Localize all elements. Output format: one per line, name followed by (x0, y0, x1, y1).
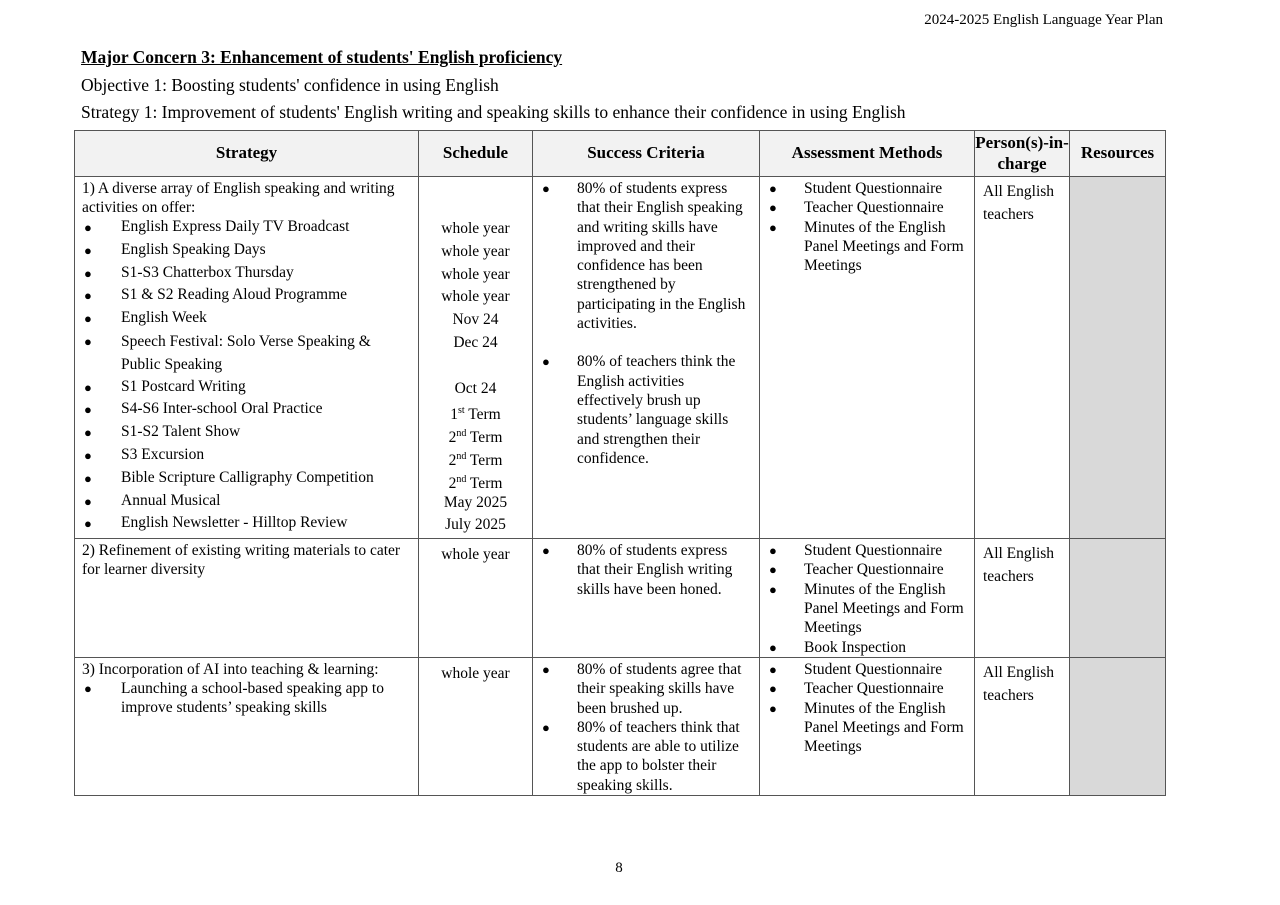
activity-item: Launching a school-based speaking app to improve students’ speaking skills (121, 679, 384, 716)
activity-item: S3 Excursion (121, 445, 205, 463)
bullet-icon: ● (769, 700, 777, 716)
schedule-cell (419, 177, 533, 539)
table-row (75, 539, 1166, 658)
column-header-assessment-methods: Assessment Methods (760, 131, 975, 177)
activity-item: English Week (121, 309, 207, 327)
schedule-item: 2nd Term (448, 473, 503, 492)
schedule-item: July 2025 (445, 516, 506, 534)
activity-item: S1-S2 Talent Show (121, 423, 241, 441)
strategy-lead: 2) Refinement of existing writing materials to cater for learner diversity (82, 542, 401, 579)
bullet-icon: ● (84, 680, 92, 696)
success-criterion: 80% of students express that their English writing skills have been honed. (577, 542, 733, 598)
assessment-method: Minutes of the English Panel Meetings and Form Meetings (804, 218, 964, 275)
table-row (75, 177, 1166, 539)
strategy-cell (75, 657, 419, 795)
schedule-cell (419, 657, 533, 795)
column-header-resources: Resources (1070, 131, 1166, 177)
resources-cell (1070, 539, 1166, 658)
activity-item: S1 & S2 Reading Aloud Programme (121, 286, 348, 304)
bullet-icon: ● (769, 681, 777, 697)
strategy-cell (75, 539, 419, 658)
activity-item: S4-S6 Inter-school Oral Practice (121, 400, 323, 418)
bullet-icon: ● (84, 425, 92, 441)
persons-in-charge: All English teachers (983, 663, 1055, 704)
column-header-strategy: Strategy (75, 131, 419, 177)
column-header-success-criteria: Success Criteria (533, 131, 760, 177)
success-criteria-cell (533, 657, 760, 795)
persons-in-charge-cell (975, 177, 1070, 539)
success-criteria-cell (533, 539, 760, 658)
activity-item: English Speaking Days (121, 240, 266, 258)
schedule-item: Dec 24 (453, 333, 498, 351)
bullet-icon: ● (84, 493, 92, 509)
success-criterion: 80% of teachers think the English activities effectively brush up students’ language skills and strengthen their confidence. (577, 353, 736, 467)
assessment-method: Teacher Questionnaire (804, 680, 944, 698)
bullet-icon: ● (84, 470, 92, 486)
assessment-method: Student Questionnaire (804, 660, 943, 678)
bullet-icon: ● (542, 354, 550, 370)
persons-in-charge: All English teachers (983, 183, 1055, 223)
bullet-icon: ● (769, 581, 777, 597)
assessment-methods-cell (760, 177, 975, 539)
schedule-item: whole year (441, 265, 510, 283)
schedule-item: whole year (441, 546, 510, 564)
bullet-icon: ● (84, 379, 92, 395)
strategy-lead: 3) Incorporation of AI into teaching & learning: (82, 660, 379, 678)
table-header-row (75, 131, 1166, 177)
bullet-icon: ● (84, 265, 92, 281)
persons-in-charge: All English teachers (983, 545, 1055, 586)
strategy-cell (75, 177, 419, 539)
bullet-icon: ● (769, 639, 777, 655)
activity-item: S1-S3 Chatterbox Thursday (121, 263, 294, 281)
bullet-icon: ● (84, 447, 92, 463)
persons-in-charge-cell (975, 657, 1070, 795)
resources-cell (1070, 657, 1166, 795)
bullet-icon: ● (84, 516, 92, 532)
major-concern-heading: Major Concern 3: Enhancement of students' English proficiency (81, 47, 563, 67)
schedule-item: 2nd Term (448, 428, 503, 447)
schedule-item: whole year (441, 220, 510, 237)
assessment-method: Teacher Questionnaire (804, 561, 944, 579)
assessment-method: Student Questionnaire (804, 180, 943, 197)
bullet-icon: ● (542, 543, 550, 559)
bullet-icon: ● (769, 181, 777, 196)
assessment-method: Book Inspection (804, 638, 907, 656)
bullet-icon: ● (769, 661, 777, 677)
schedule-item: 2nd Term (448, 450, 503, 470)
bullet-icon: ● (84, 402, 92, 418)
bullet-icon: ● (769, 219, 777, 235)
schedule-item: whole year (441, 288, 510, 306)
bullet-icon: ● (542, 719, 550, 735)
assessment-method: Minutes of the English Panel Meetings and Form Meetings (804, 699, 964, 756)
assessment-method: Student Questionnaire (804, 542, 943, 560)
activity-item: English Newsletter - Hilltop Review (121, 514, 348, 532)
schedule-item: whole year (441, 242, 510, 260)
assessment-methods-cell (760, 539, 975, 658)
bullet-icon: ● (84, 220, 92, 235)
strategy-lead: 1) A diverse array of English speaking and writing activities on offer: (82, 180, 395, 216)
table-row (75, 657, 1166, 795)
success-criterion: 80% of students express that their English speaking and writing skills have improved and their confidence has been strengthened by participating in the English activities. (577, 180, 746, 333)
success-criterion: 80% of teachers think that students are able to utilize the app to bolster their speaking skills. (577, 718, 740, 794)
activity-item: Bible Scripture Calligraphy Competition (121, 468, 374, 486)
schedule-item: Nov 24 (452, 311, 499, 329)
objective-heading: Objective 1: Boosting students' confidence in using English (81, 75, 499, 95)
bullet-icon: ● (769, 562, 777, 578)
resources-cell (1070, 177, 1166, 539)
running-header: 2024-2025 English Language Year Plan (924, 12, 1163, 28)
activity-item: Speech Festival: Solo Verse Speaking & Public Speaking (121, 332, 371, 373)
bullet-icon: ● (84, 288, 92, 304)
schedule-item: whole year (441, 664, 510, 682)
activity-item: Annual Musical (121, 491, 221, 509)
assessment-method: Minutes of the English Panel Meetings and Form Meetings (804, 580, 964, 637)
column-header-persons-in-charge: Person(s)-in-charge (975, 131, 1070, 177)
column-header-schedule: Schedule (419, 131, 533, 177)
year-plan-table (74, 130, 1166, 796)
bullet-icon: ● (542, 181, 550, 196)
schedule-cell (419, 539, 533, 658)
activity-item: English Express Daily TV Broadcast (121, 218, 350, 235)
bullet-icon: ● (542, 661, 550, 677)
bullet-icon: ● (84, 242, 92, 258)
success-criterion: 80% of students agree that their speaking skills have been brushed up. (577, 660, 742, 717)
page-number: 8 (615, 860, 623, 876)
assessment-method: Teacher Questionnaire (804, 199, 944, 217)
bullet-icon: ● (769, 543, 777, 559)
strategy-heading: Strategy 1: Improvement of students' English writing and speaking skills to enhance their confidence in using English (81, 102, 906, 122)
schedule-item: Oct 24 (454, 379, 497, 397)
assessment-methods-cell (760, 657, 975, 795)
bullet-icon: ● (84, 311, 92, 327)
persons-in-charge-cell (975, 539, 1070, 658)
bullet-icon: ● (84, 333, 92, 349)
activity-item: S1 Postcard Writing (121, 377, 246, 395)
success-criteria-cell (533, 177, 760, 539)
schedule-item: May 2025 (443, 493, 508, 511)
schedule-item: 1st Term (450, 405, 501, 424)
bullet-icon: ● (769, 200, 777, 216)
